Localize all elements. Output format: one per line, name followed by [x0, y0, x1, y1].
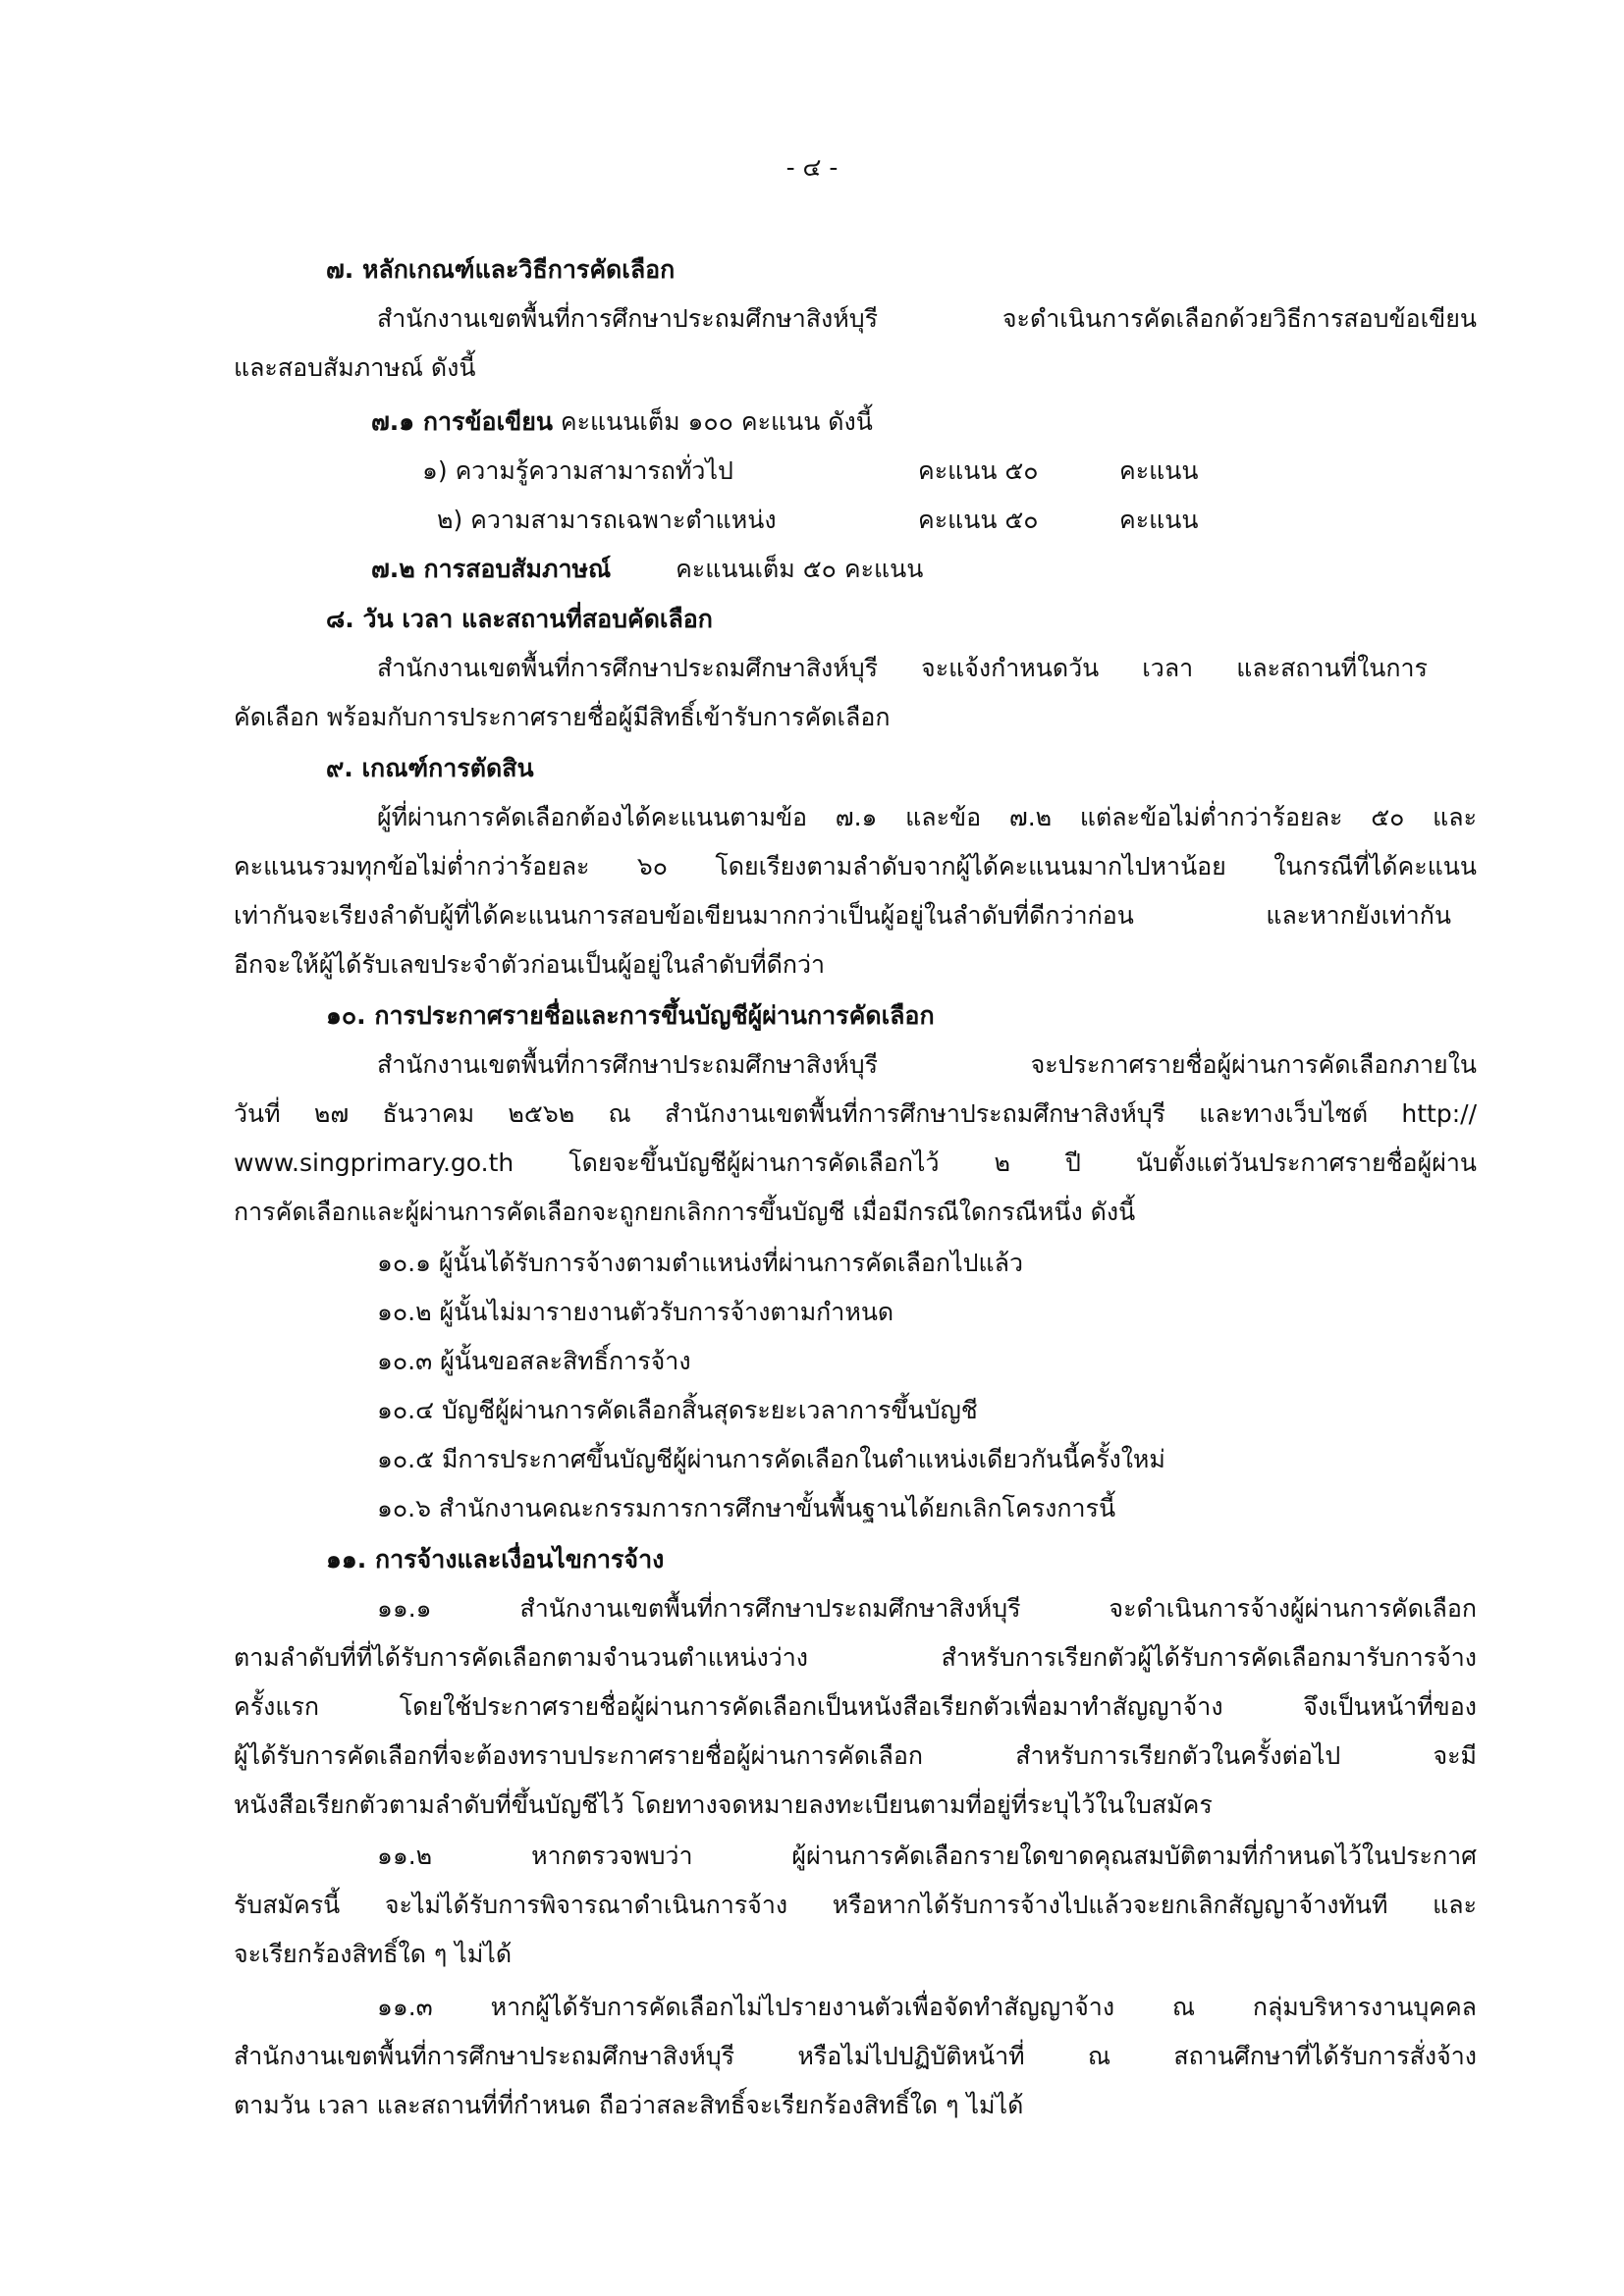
section-7-paragraph-line: และสอบสัมภาษณ์ ดังนี้	[234, 353, 476, 382]
section-11-paragraph-line: ผู้ได้รับการคัดเลือกที่จะต้องทราบประกาศรายชื่อผู้ผ่านการคัดเลือก สำหรับการเรียกตัวในครั้งต่อไป จะมี	[234, 1741, 1477, 1770]
section-11-paragraph-line: ตามลำดับที่ที่ได้รับการคัดเลือกตามจำนวนตำแหน่งว่าง สำหรับการเรียกตัวผู้ได้รับการคัดเลือกมารับการจ้าง	[234, 1643, 1477, 1672]
list-item: ๑๐.๕ มีการประกาศขึ้นบัญชีผู้ผ่านการคัดเลือกในตำแหน่งเดียวกันนี้ครั้งใหม่	[377, 1445, 1165, 1473]
score-item-value: คะแนน ๕๐	[918, 456, 1039, 485]
section-11-heading: ๑๑. การจ้างและเงื่อนไขการจ้าง	[326, 1545, 665, 1574]
section-10-heading: ๑๐. การประกาศรายชื่อและการขึ้นบัญชีผู้ผ่านการคัดเลือก	[326, 1001, 935, 1030]
score-item-name: ๑) ความรู้ความสามารถทั่วไป	[422, 456, 733, 485]
subsection-7-2-label: ๗.๒ การสอบสัมภาษณ์	[371, 555, 612, 583]
list-item: ๑๐.๑ ผู้นั้นได้รับการจ้างตามตำแหน่งที่ผ่านการคัดเลือกไปแล้ว	[377, 1249, 1023, 1277]
section-7-heading: ๗. หลักเกณฑ์และวิธีการคัดเลือก	[326, 255, 676, 284]
section-9-heading: ๙. เกณฑ์การตัดสิน	[326, 754, 534, 782]
score-item-name: ๒) ความสามารถเฉพาะตำแหน่ง	[437, 506, 777, 534]
section-9-paragraph-line: คะแนนรวมทุกข้อไม่ต่ำกว่าร้อยละ ๖๐ โดยเรียงตามลำดับจากผู้ได้คะแนนมากไปหาน้อย ในกรณีที่ได้คะแนน	[234, 852, 1477, 881]
section-11-paragraph-line: สำนักงานเขตพื้นที่การศึกษาประถมศึกษาสิงห์บุรี หรือไม่ไปปฏิบัติหน้าที่ ณ สถานศึกษาที่ได้รับการสั่งจ้าง	[234, 2042, 1477, 2070]
section-7-paragraph-line: สำนักงานเขตพื้นที่การศึกษาประถมศึกษาสิงห์บุรี จะดำเนินการคัดเลือกด้วยวิธีการสอบข้อเขียน	[377, 304, 1477, 333]
list-item: ๑๐.๖ สำนักงานคณะกรรมการการศึกษาขั้นพื้นฐานได้ยกเลิกโครงการนี้	[377, 1494, 1116, 1522]
subsection-7-1-label: ๗.๑ การข้อเขียน	[371, 407, 553, 436]
section-11-paragraph-line: รับสมัครนี้ จะไม่ได้รับการพิจารณาดำเนินการจ้าง หรือหากได้รับการจ้างไปแล้วจะยกเลิกสัญญาจ้างทันที และ	[234, 1891, 1477, 1919]
list-item: ๑๐.๔ บัญชีผู้ผ่านการคัดเลือกสิ้นสุดระยะเวลาการขึ้นบัญชี	[377, 1396, 978, 1424]
section-10-paragraph-line: www.singprimary.go.th โดยจะขึ้นบัญชีผู้ผ่านการคัดเลือกไว้ ๒ ปี นับตั้งแต่วันประกาศรายชื่อผู้ผ่าน	[234, 1148, 1477, 1177]
list-item: ๑๐.๒ ผู้นั้นไม่มารายงานตัวรับการจ้างตามกำหนด	[377, 1298, 894, 1326]
section-9-paragraph-line: ผู้ที่ผ่านการคัดเลือกต้องได้คะแนนตามข้อ ๗.๑ และข้อ ๗.๒ แต่ละข้อไม่ต่ำกว่าร้อยละ ๕๐ และ	[377, 803, 1477, 831]
score-item-value: คะแนน ๕๐	[918, 506, 1039, 534]
list-item: ๑๐.๓ ผู้นั้นขอสละสิทธิ์การจ้าง	[377, 1347, 691, 1375]
score-item-unit: คะแนน	[1119, 506, 1199, 534]
section-11-paragraph-line: ตามวัน เวลา และสถานที่ที่กำหนด ถือว่าสละสิทธิ์จะเรียกร้องสิทธิ์ใด ๆ ไม่ได้	[234, 2091, 1024, 2119]
section-11-paragraph-line: จะเรียกร้องสิทธิ์ใด ๆ ไม่ได้	[234, 1940, 513, 1968]
page-number: - ๔ -	[785, 153, 839, 182]
section-8-paragraph-line: คัดเลือก พร้อมกับการประกาศรายชื่อผู้มีสิทธิ์เข้ารับการคัดเลือก	[234, 703, 891, 731]
section-11-paragraph-line: ๑๑.๒ หากตรวจพบว่า ผู้ผ่านการคัดเลือกรายใดขาดคุณสมบัติตามที่กำหนดไว้ในประกาศ	[377, 1842, 1477, 1870]
subsection-7-1-text: คะแนนเต็ม ๑๐๐ คะแนน ดังนี้	[560, 407, 873, 436]
section-10-paragraph-line: วันที่ ๒๗ ธันวาคม ๒๕๖๒ ณ สำนักงานเขตพื้นที่การศึกษาประถมศึกษาสิงห์บุรี และทางเว็บไซต์ http://	[234, 1099, 1477, 1128]
subsection-7-2-text: คะแนนเต็ม ๕๐ คะแนน	[676, 555, 924, 583]
section-11-paragraph-line: หนังสือเรียกตัวตามลำดับที่ขึ้นบัญชีไว้ โดยทางจดหมายลงทะเบียนตามที่อยู่ที่ระบุไว้ในใบสมัคร	[234, 1790, 1213, 1819]
section-10-paragraph-line: การคัดเลือกและผู้ผ่านการคัดเลือกจะถูกยกเลิกการขึ้นบัญชี เมื่อมีกรณีใดกรณีหนึ่ง ดังนี้	[234, 1198, 1136, 1226]
subsection-7-1	[371, 398, 873, 447]
section-8-heading: ๘. วัน เวลา และสถานที่สอบคัดเลือก	[326, 605, 713, 633]
section-9-paragraph-line: อีกจะให้ผู้ได้รับเลขประจำตัวก่อนเป็นผู้อยู่ในลำดับที่ดีกว่า	[234, 950, 826, 979]
score-item-unit: คะแนน	[1119, 456, 1199, 485]
section-8-paragraph-line: สำนักงานเขตพื้นที่การศึกษาประถมศึกษาสิงห์บุรี จะแจ้งกำหนดวัน เวลา และสถานที่ในการ	[377, 654, 1428, 682]
subsection-7-2	[371, 545, 923, 594]
section-9-paragraph-line: เท่ากันจะเรียงลำดับผู้ที่ได้คะแนนการสอบข้อเขียนมากกว่าเป็นผู้อยู่ในลำดับที่ดีกว่าก่อน และหากยังเท่ากัน	[234, 901, 1451, 930]
section-11-paragraph-line: ครั้งแรก โดยใช้ประกาศรายชื่อผู้ผ่านการคัดเลือกเป็นหนังสือเรียกตัวเพื่อมาทำสัญญาจ้าง จึงเป็นหน้าที่ของ	[234, 1692, 1477, 1721]
section-11-paragraph-line: ๑๑.๓ หากผู้ได้รับการคัดเลือกไม่ไปรายงานตัวเพื่อจัดทำสัญญาจ้าง ณ กลุ่มบริหารงานบุคคล	[377, 1993, 1477, 2021]
section-10-paragraph-line: สำนักงานเขตพื้นที่การศึกษาประถมศึกษาสิงห์บุรี จะประกาศรายชื่อผู้ผ่านการคัดเลือกภายใน	[377, 1050, 1477, 1079]
section-11-paragraph-line: ๑๑.๑ สำนักงานเขตพื้นที่การศึกษาประถมศึกษาสิงห์บุรี จะดำเนินการจ้างผู้ผ่านการคัดเลือก	[377, 1594, 1477, 1623]
